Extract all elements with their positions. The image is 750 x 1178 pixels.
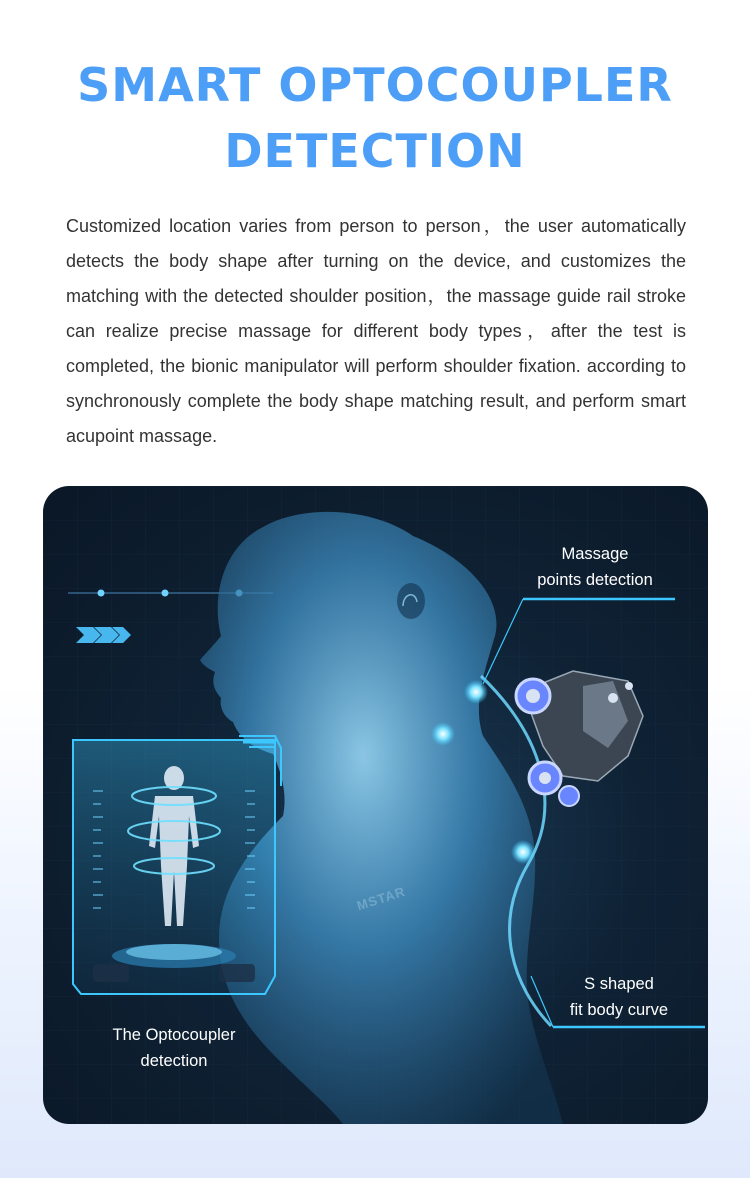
optocoupler-scanner-frame: [73, 736, 281, 994]
s-shaped-label: [549, 971, 689, 1023]
brand-watermark: MSTAR: [354, 883, 408, 914]
s-shaped-label-line-2: fit body curve: [569, 1001, 669, 1019]
optocoupler-label-line-1: The Optocoupler: [112, 1026, 236, 1044]
ear-shading: [397, 583, 425, 619]
optocoupler-label-line-2: detection: [140, 1052, 208, 1070]
s-shaped-label-line-1: S shaped: [584, 975, 654, 993]
massage-points-label: [515, 541, 675, 593]
massage-points-label-line-2: points detection: [537, 571, 653, 589]
title-line-1: SMART OPTOCOUPLER: [77, 58, 673, 112]
optocoupler-label: [93, 1022, 255, 1074]
feature-description: Customized location varies from person to person，the user automatically detects the body shape after turning on the device, and customizes the matching with the detected shoulder position，the massage guide rail stroke can realize precise massage for different body types，after the test is completed, the bionic manipulator will perform shoulder fixation. according to synchronously complete the body shape matching result, and perform smart acupoint massage.: [66, 216, 686, 446]
illustration-panel: [43, 486, 708, 1124]
page-title: [0, 52, 750, 184]
chevron-arrows-icon: [76, 627, 131, 643]
massage-points-label-line-1: Massage: [561, 545, 629, 563]
title-line-2: DETECTION: [224, 124, 526, 178]
